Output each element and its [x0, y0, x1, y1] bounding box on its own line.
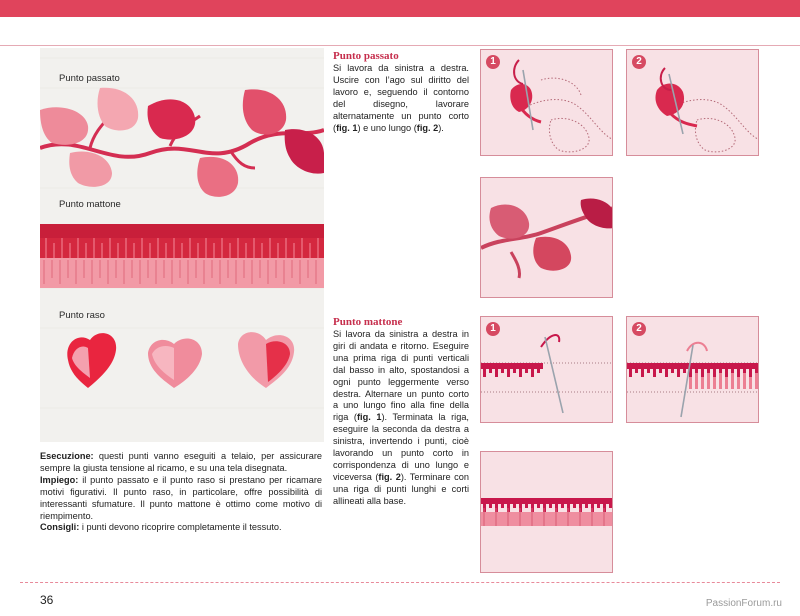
bottom-divider: [20, 582, 780, 583]
passato-title: Punto passato: [333, 50, 399, 62]
raso-sample: [67, 332, 294, 388]
mattone-figure-result: [480, 451, 613, 573]
impiego-label: Impiego:: [40, 474, 79, 485]
passato-figure-2: [626, 49, 759, 156]
figure-number-2: 2: [632, 55, 646, 69]
watermark: PassionForum.ru: [705, 598, 782, 609]
photo-label-mattone: Punto mattone: [59, 199, 121, 210]
passato-figure-result: [480, 177, 613, 298]
esecuzione-text: questi punti vanno eseguiti a telaio, per assicurare sempre la giusta tensione al ricamo, e su una tela disegnata.: [40, 451, 322, 473]
consigli-text: i punti devono ricoprire completamente il tessuto.: [79, 522, 282, 533]
passato-sample: [40, 88, 324, 197]
embroidery-photo: [40, 48, 324, 442]
photo-label-raso: Punto raso: [59, 310, 105, 321]
figure-number-1: 1: [486, 55, 500, 69]
page-number: 36: [40, 593, 54, 607]
top-divider: [0, 45, 800, 46]
passato-text: Si lavora da sinistra a destra. Uscire con l’ago sul diritto del lavoro e, seguendo il contorno del disegno, lavorare alternatamente un punto corto (fig. 1) e uno lungo (fig. 2).: [333, 63, 469, 133]
mattone-text: Si lavora da sinistra a destra in giri di andata e ritorno. Eseguire una prima riga di punti verticali dal basso in alto, spostandosi a ogni punto leggermente verso destra. Alternare un punto corto a uno lungo fino alla fine della riga (fig. 1). Terminata la riga, eseguire la seconda da destra a sinistra, invertendo i punti, cioè lavorando un punto corto in corrispondenza di uno lungo e viceversa (fig. 2). Terminare con una riga di punti lunghi e corti allineati alla base.: [333, 329, 469, 506]
top-accent-bar: [0, 0, 800, 17]
esecuzione-label: Esecuzione:: [40, 451, 94, 461]
mattone-sample: [40, 224, 324, 288]
mattone-figure-1: [480, 316, 613, 423]
impiego-text: il punto passato e il punto raso si prestano per ricamare motivi figurativi. Il punto raso, in particolare, offre possibilità di interessanti sfumature. Il punto mattone è ottimo come motivo di riempimento.: [40, 474, 322, 521]
photo-label-passato: Punto passato: [59, 73, 120, 84]
passato-figure-1: [480, 49, 613, 156]
mattone-section: [333, 316, 469, 508]
passato-section: [333, 50, 469, 134]
figure-number-2b: 2: [632, 322, 646, 336]
intro-text: [40, 451, 322, 534]
mattone-figure-2: [626, 316, 759, 423]
embroidery-illustration: [40, 48, 324, 442]
mattone-title: Punto mattone: [333, 316, 403, 328]
consigli-label: Consigli:: [40, 522, 80, 533]
figure-number-1b: 1: [486, 322, 500, 336]
